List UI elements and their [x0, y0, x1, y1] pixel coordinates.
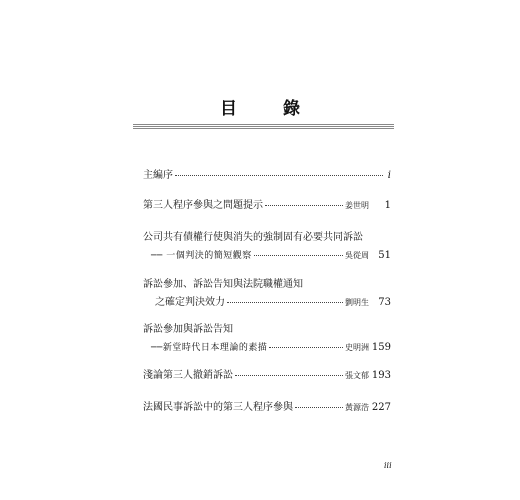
- toc-entry-title: 公司共有債權行使與消失的強制固有必要共同訴訟: [143, 232, 363, 243]
- dot-leader: [235, 375, 343, 376]
- toc-entry-author: 姜世明: [345, 201, 369, 210]
- toc-entry-title: 第三人程序參與之問題提示: [143, 200, 263, 211]
- toc-entry[interactable]: [143, 279, 391, 309]
- toc-entry-title: 法國民事訴訟中的第三人程序參與: [143, 402, 293, 413]
- toc-entry-page: 73: [378, 297, 391, 308]
- dot-leader: [269, 347, 343, 348]
- toc-entry[interactable]: [143, 200, 391, 212]
- dot-leader: [254, 255, 343, 256]
- toc-entry-author: 張文郁: [345, 371, 369, 380]
- dot-leader: [175, 175, 383, 176]
- toc-entry-subtitle: 之確定判決效力: [155, 297, 225, 308]
- toc-entry-preface[interactable]: [143, 170, 391, 182]
- toc-entry-title: 主編序: [143, 170, 173, 181]
- toc-entry[interactable]: [143, 370, 391, 382]
- toc-entry-page: 159: [371, 342, 391, 353]
- toc-entry-author: 黃源浩: [345, 403, 369, 412]
- page-title: 目 錄: [220, 99, 320, 119]
- dot-leader: [265, 205, 343, 206]
- toc-entry-title: 訴訟參加與訴訟告知: [143, 324, 233, 335]
- dot-leader: [295, 407, 343, 408]
- toc-entry-author: 劉明生: [345, 298, 369, 307]
- toc-entry-page: 227: [371, 402, 391, 413]
- toc-entry[interactable]: [143, 232, 391, 262]
- toc-entry-author: 史明洲: [345, 343, 369, 352]
- footer-page-number: iii: [384, 461, 392, 470]
- toc-entry-subtitle: ──新堂時代日本理論的素描: [151, 343, 268, 353]
- toc-entry-page: 193: [371, 370, 391, 381]
- toc-entry-page: 51: [378, 250, 391, 261]
- dot-leader: [227, 302, 343, 303]
- toc-entry-page: i: [387, 170, 391, 181]
- toc-entry-author: 吳從周: [345, 251, 369, 260]
- toc-entry-subtitle: ── 一個判決的簡短觀察: [151, 251, 252, 261]
- toc-entry-page: 1: [384, 200, 391, 211]
- toc-entry[interactable]: [143, 402, 391, 414]
- toc-entry-title: 訴訟參加、訴訟告知與法院職權通知: [143, 279, 303, 290]
- toc-entry[interactable]: [143, 324, 391, 354]
- toc-entry-title: 淺論第三人撤銷訴訟: [143, 370, 233, 381]
